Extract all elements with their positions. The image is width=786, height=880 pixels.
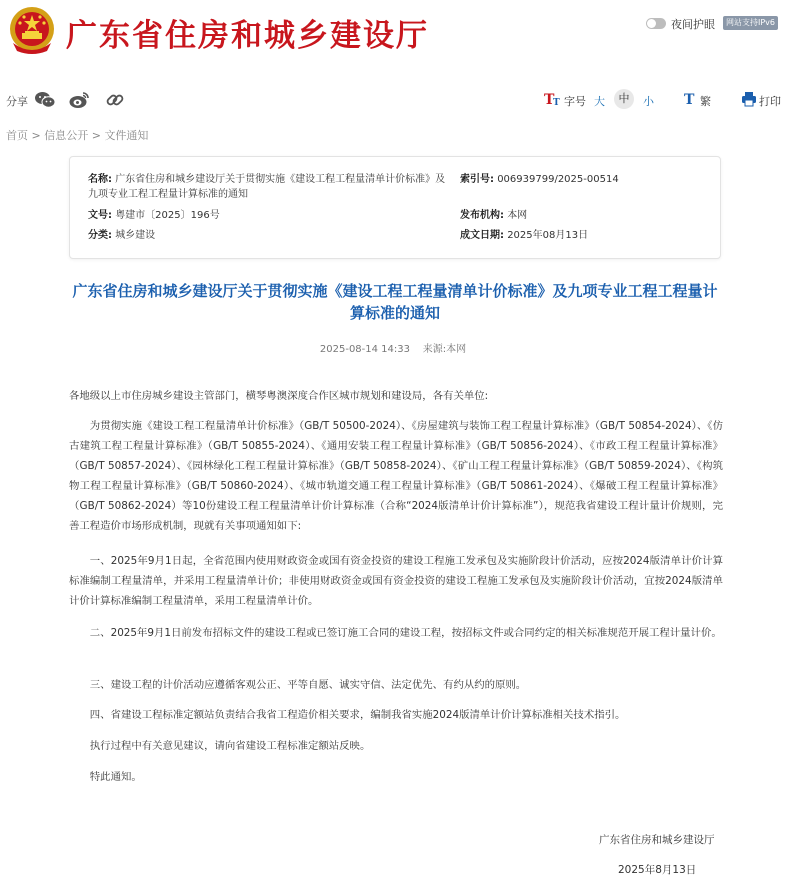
- share-label: 分享: [6, 95, 28, 108]
- meta-category-value: 城乡建设: [115, 230, 156, 241]
- source-label: 来源:: [422, 344, 447, 355]
- meta-date-value: 2025年08月13日: [507, 230, 589, 241]
- breadcrumb-current[interactable]: 文件通知: [104, 129, 149, 142]
- eye-care-label[interactable]: 夜间护眼: [671, 18, 715, 31]
- meta-name: [88, 172, 448, 202]
- site-title[interactable]: 广东省住房和城乡建设厅: [66, 18, 429, 54]
- meta-date: [460, 228, 588, 243]
- svg-text:T: T: [553, 98, 560, 107]
- publish-time: 2025-08-14 14:33: [319, 344, 411, 355]
- eye-care-toggle[interactable]: [646, 18, 666, 29]
- article-title: 广东省住房和城乡建设厅关于贯彻实施《建设工程工程量清单计价标准》及九项专业工程工程量计算标准的通知: [72, 282, 718, 322]
- paragraph-6: 执行过程中有关意见建议，请向省建设工程标准定额站反映。: [89, 740, 371, 752]
- source-value: 本网: [446, 344, 467, 355]
- meta-index: [460, 172, 619, 187]
- toolbar: [0, 84, 786, 116]
- meta-index-value: 006939799/2025-00514: [497, 174, 619, 185]
- breadcrumb-home[interactable]: 首页: [6, 129, 28, 142]
- meta-publisher-label: 发布机构:: [460, 210, 504, 221]
- meta-publisher: [460, 208, 527, 223]
- font-size-small[interactable]: 小: [643, 95, 654, 108]
- breadcrumb-separator: >: [88, 129, 105, 142]
- meta-name-label: 名称:: [88, 174, 112, 185]
- paragraph-4: 三、建设工程的计价活动应遵循客观公正、平等自愿、诚实守信、法定优先、有约从约的原则。: [89, 679, 527, 691]
- national-emblem-icon: [7, 5, 57, 57]
- signature: 广东省住房和城乡建设厅: [599, 834, 715, 846]
- font-size-label: 字号: [564, 95, 586, 108]
- article-meta: [0, 340, 786, 355]
- paragraph-5: 四、省建设工程标准定额站负责结合我省工程造价相关要求，编制我省实施2024版清单计价计算标准相关技术指引。: [89, 709, 626, 721]
- print-icon[interactable]: [741, 91, 757, 107]
- traditional-icon[interactable]: [684, 91, 698, 107]
- paragraph-2: 一、2025年9月1日起，全省范围内使用财政资金或国有资金投资的建设工程施工发承包及实施阶段计价活动，应按2024版清单计价计算标准编制工程量清单，并采用工程量清单计价；非使用财政资金或国有资金投资的建设工程施工发承包及实施阶段计价活动，宜按2024版清单计价计算标准编制工程量清单，采用工程量清单计价。: [69, 555, 723, 607]
- link-icon[interactable]: [104, 90, 126, 110]
- paragraph-3: 二、2025年9月1日前发布招标文件的建设工程或已签订施工合同的建设工程，按招标文件或合同约定的相关标准规范开展工程计量计价。: [89, 627, 722, 639]
- traditional-label[interactable]: 繁: [700, 95, 711, 108]
- document-meta-box: [69, 156, 721, 259]
- meta-category-label: 分类:: [88, 230, 112, 241]
- site-header: [0, 0, 786, 66]
- font-size-icon[interactable]: [544, 91, 562, 107]
- paragraph-7: 特此通知。: [89, 771, 142, 783]
- meta-docno-value: 粤建市〔2025〕196号: [115, 210, 220, 221]
- meta-date-label: 成文日期:: [460, 230, 504, 241]
- meta-index-label: 索引号:: [460, 174, 494, 185]
- weibo-icon[interactable]: [68, 90, 90, 110]
- paragraph-1: 为贯彻实施《建设工程工程量清单计价标准》（GB/T 50500-2024）、《房屋建筑与装饰工程工程量计算标准》（GB/T 50854-2024）、《仿古建筑工程工程量计算标准》（GB/T 50855-2024）、《通用安装工程工程量计算标准》（GB/T 50856-2024）、《市政工程工程量计算标准》（GB/T 50857-2024）、《园林绿化工程工程量计算标准》（GB/T 50858-2024）、《矿山工程工程量计算标准》（GB/T 50859-2024）、《构筑物工程工程量计算标准》（GB/T 50860-2024）、《城市轨道交通工程工程量计算标准》（GB/T 50861-2024）、《爆破工程工程量计算标准》（GB/T 50862-2024）等10份建设工程工程量清单计价计算标准（合称“2024版清单计价计算标准”），规范我省建设工程计量计价规则，完善工程造价市场形成机制，现就有关事项通知如下:: [69, 420, 723, 532]
- font-size-medium[interactable]: 中: [614, 89, 634, 109]
- salutation: 各地级以上市住房城乡建设主管部门，横琴粤澳深度合作区城市规划和建设局，各有关单位:: [69, 390, 489, 402]
- meta-docno: [88, 208, 220, 223]
- ipv6-badge: 网站支持IPv6: [723, 16, 778, 30]
- wechat-icon[interactable]: [34, 90, 56, 110]
- meta-category: [88, 228, 155, 243]
- svg-text:T: T: [544, 92, 555, 107]
- print-label[interactable]: 打印: [759, 95, 781, 108]
- font-size-large[interactable]: 大: [594, 95, 605, 108]
- meta-name-value: 广东省住房和城乡建设厅关于贯彻实施《建设工程工程量清单计价标准》及九项专业工程工程量计算标准的通知: [88, 174, 446, 200]
- meta-docno-label: 文号:: [88, 210, 112, 221]
- breadcrumb: [6, 127, 148, 143]
- breadcrumb-separator: >: [28, 129, 45, 142]
- breadcrumb-section[interactable]: 信息公开: [44, 129, 89, 142]
- sign-date: 2025年8月13日: [618, 864, 697, 876]
- meta-publisher-value: 本网: [507, 210, 528, 221]
- svg-text:T: T: [684, 92, 695, 107]
